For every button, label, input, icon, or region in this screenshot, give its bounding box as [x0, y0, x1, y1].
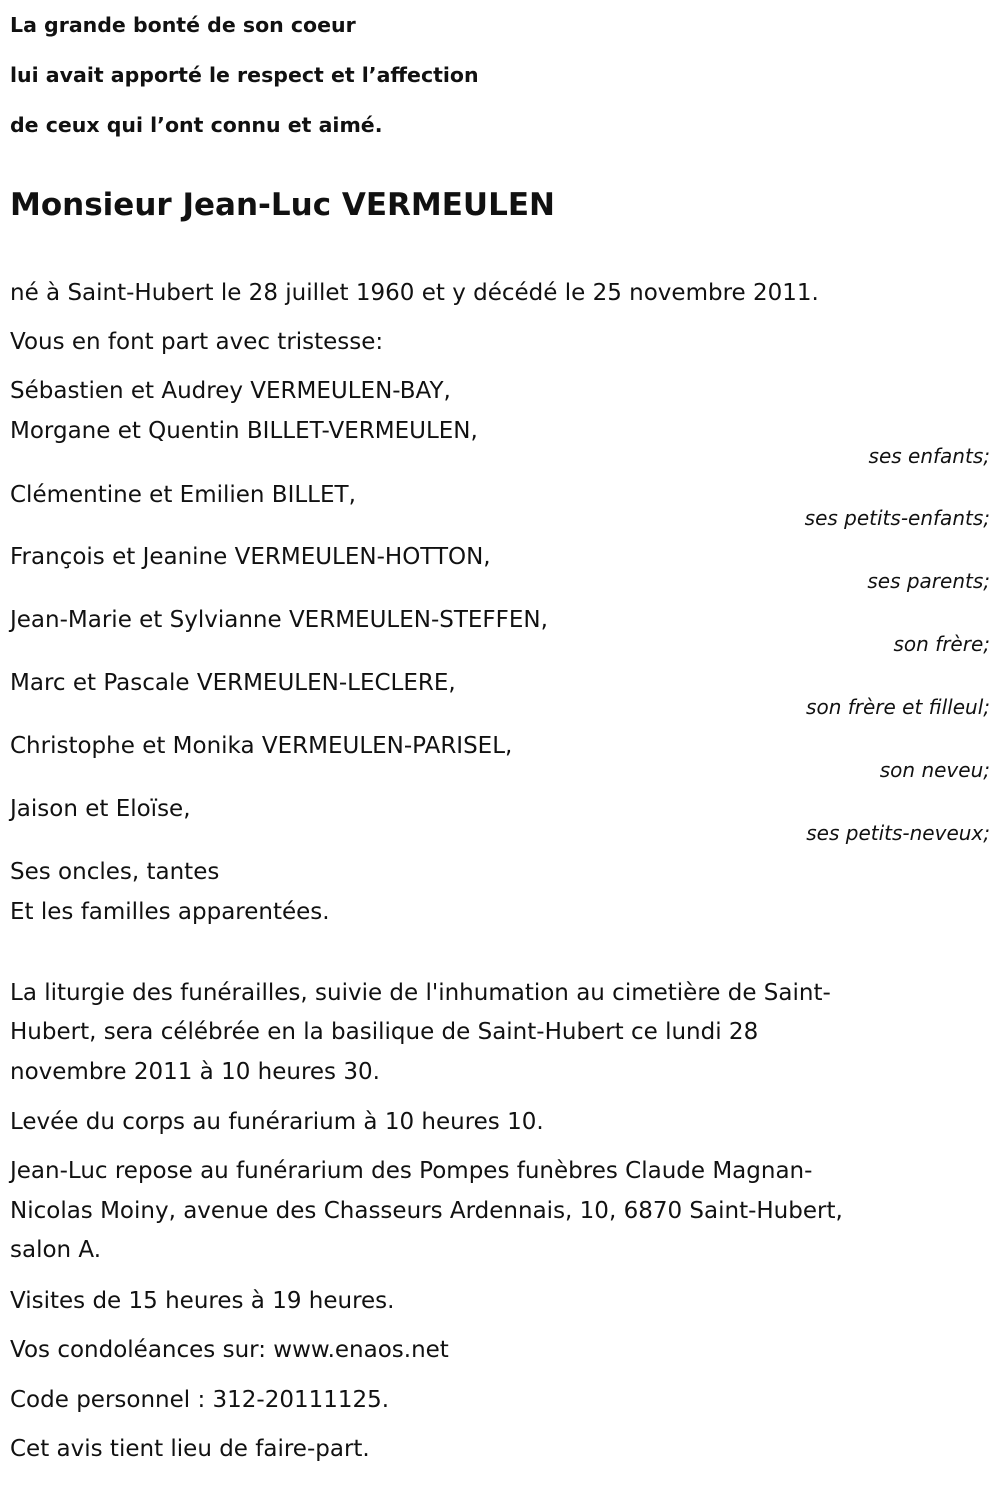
- epitaph-line: La grande bonté de son coeur: [10, 13, 356, 37]
- family-relation: son frère;: [893, 632, 990, 656]
- family-names: Christophe et Monika VERMEULEN-PARISEL,: [10, 733, 513, 759]
- closing-text: Cet avis tient lieu de faire-part.: [10, 1436, 370, 1462]
- family-relation: ses petits-enfants;: [804, 506, 990, 530]
- others-text: Ses oncles, tantes: [10, 859, 220, 885]
- family-relation: ses petits-neveux;: [806, 821, 990, 845]
- personal-code-text: Code personnel : 312-20111125.: [10, 1387, 390, 1413]
- visits-text: Visites de 15 heures à 19 heures.: [10, 1288, 395, 1314]
- family-relation: ses parents;: [867, 569, 990, 593]
- deceased-name: Monsieur Jean-Luc VERMEULEN: [10, 187, 555, 223]
- epitaph-line: de ceux qui l’ont connu et aimé.: [10, 113, 383, 137]
- family-relation: son frère et filleul;: [806, 695, 990, 719]
- family-names: Marc et Pascale VERMEULEN-LECLERE,: [10, 670, 456, 696]
- condolences-text: Vos condoléances sur: www.enaos.net: [10, 1337, 449, 1363]
- family-names: François et Jeanine VERMEULEN-HOTTON,: [10, 544, 491, 570]
- liturgy-text: La liturgie des funérailles, suivie de l'inhumation au cimetière de Saint-: [10, 980, 831, 1006]
- family-names: Clémentine et Emilien BILLET,: [10, 482, 356, 508]
- repose-text: Nicolas Moiny, avenue des Chasseurs Ardennais, 10, 6870 Saint-Hubert,: [10, 1198, 843, 1224]
- family-names: Morgane et Quentin BILLET-VERMEULEN,: [10, 418, 478, 444]
- liturgy-text: novembre 2011 à 10 heures 30.: [10, 1059, 380, 1085]
- repose-text: Jean-Luc repose au funérarium des Pompes funèbres Claude Magnan-: [10, 1158, 813, 1184]
- repose-text: salon A.: [10, 1237, 102, 1263]
- birth-death-text: né à Saint-Hubert le 28 juillet 1960 et y décédé le 25 novembre 2011.: [10, 280, 819, 306]
- family-relation: ses enfants;: [868, 444, 990, 468]
- family-names: Jean-Marie et Sylvianne VERMEULEN-STEFFEN,: [10, 607, 548, 633]
- family-names: Sébastien et Audrey VERMEULEN-BAY,: [10, 378, 451, 404]
- family-names: Jaison et Eloïse,: [10, 796, 191, 822]
- family-relation: son neveu;: [879, 758, 990, 782]
- liturgy-text: Hubert, sera célébrée en la basilique de Saint-Hubert ce lundi 28: [10, 1019, 759, 1045]
- intro-text: Vous en font part avec tristesse:: [10, 329, 384, 355]
- levee-text: Levée du corps au funérarium à 10 heures 10.: [10, 1109, 544, 1135]
- epitaph-line: lui avait apporté le respect et l’affection: [10, 63, 479, 87]
- others-text: Et les familles apparentées.: [10, 899, 330, 925]
